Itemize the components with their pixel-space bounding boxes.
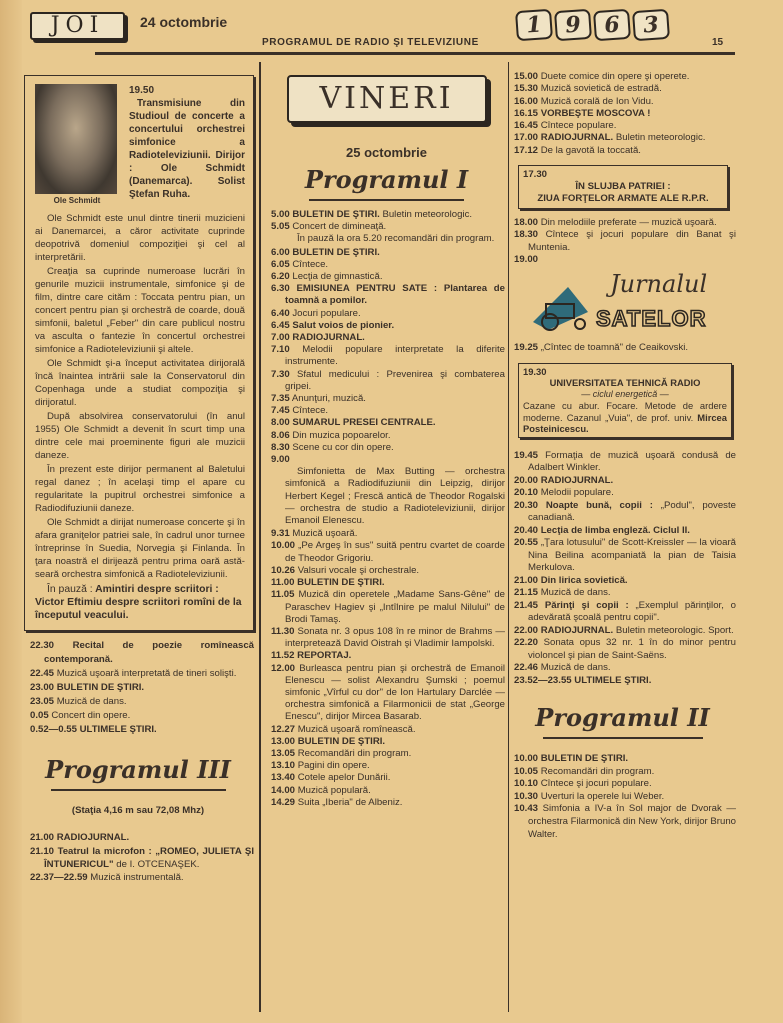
entry-time: 22.20 [514,637,539,649]
program2-heading: Programul II [535,703,710,733]
entry-text: Formaţia de muzică uşoară condusă de Adalbert Winkler. [528,449,737,474]
entry-text: Lecţia de gimnastică. [292,271,383,283]
entry-title: Lecţia de limba engleză. Ciclul II. [540,524,690,536]
entry-time: 10.30 [514,790,539,802]
header-date: 24 octombrie [140,14,228,30]
schedule-entry [514,537,736,575]
entry-time: 7.35 [271,393,290,405]
entry-time: 8.06 [271,429,290,441]
schedule-entry [271,565,505,577]
entry-text: Muzică corală de Ion Vidu. [540,95,654,107]
heading-rule [51,789,226,791]
feature-paragraph: Creaţia sa cuprinde numeroase lucrări în genurile muzicii instrumentale, simfonice şi de film, dintre care cităm : Toccata pentru pian, un concert pentru pian şi orchestră de coarde, două simfonii, baletul „Feber" din care publicul nostru va asculta o fantezie în concertul orchestrei simfonice a Radioteleviziunii şi altele. [35,266,245,355]
entry-time: 21.15 [514,587,539,599]
schedule-entry [271,748,505,760]
entry-title: EMISIUNEA PENTRU SATE : Plantarea de toamnă a pomilor. [285,283,505,307]
entry-text: Din muzica popoarelor. [292,429,391,441]
schedule-entry [514,766,736,779]
pause-text: Amintiri despre scriitori : Victor Eftimiu despre scriitori romîni de la începutul veacului. [35,584,242,621]
schedule-entry [30,845,254,872]
entry-time: 10.26 [271,564,296,576]
schedule-entry [271,589,505,626]
entry-time: 8.00 [271,417,290,429]
entry-time: 20.40 [514,524,539,536]
schedule-entry [271,247,505,259]
schedule-entry [514,145,736,157]
schedule-entry [271,430,505,442]
schedule-entry [514,637,736,662]
schedule-entry [30,667,254,681]
year-digit: 1 [515,9,553,41]
entry-text: „Podul", poveste canadiană. [528,499,736,524]
entry-text: Sonata nr. 3 opus 108 în re minor de Brahms — interpretează David Oistrah şi Vladimir Iampolski. [285,625,505,650]
schedule-entry [271,283,505,307]
schedule-entry [514,120,736,132]
schedule-entry [30,831,254,844]
entry-text: Uverturi la operele lui Weber. [540,790,665,802]
schedule-entry [514,254,736,266]
schedule-entry [271,626,505,650]
schedule-entry [271,209,505,221]
entry-title: RADIOJURNAL. [540,624,614,636]
entry-title: Recital de poezie romînească contemporană. [44,640,254,665]
schedule-entry [514,229,736,254]
entry-time: 13.10 [271,760,296,772]
entry-time: 5.05 [271,221,290,233]
entry-time: 10.00 [514,753,539,765]
middle-date: 25 octombrie [346,145,427,160]
schedule-entry [514,487,736,500]
entry-time: 7.00 [271,332,290,344]
entry-title: BULETIN DE ŞTIRI. [292,246,380,258]
entry-text: Simfonia a IV-a în Sol major de Dvorak — orchestra Filarmonică din New York, dirijor Bruno Walter. [528,803,736,840]
entry-text: Anunţuri, muzică. [291,393,366,405]
entry-text: Cîntece şi jocuri populare din Banat şi Muntenia. [528,229,736,253]
schedule-entry [271,369,505,393]
schedule-entry [271,724,505,736]
entry-time: 20.55 [514,537,539,549]
schedule-entry [514,803,736,841]
schedule-entry [271,540,505,564]
entry-time: 6.30 [271,283,290,295]
entry-text: Buletin meteorologic. [613,132,706,144]
entry-title: RADIOJURNAL. [292,332,365,344]
entry-title: RADIOJURNAL. [540,474,614,486]
entry-time: 21.00 [30,832,55,844]
schedule-entry [514,753,736,766]
schedule-entry [271,736,505,748]
entry-text: Muzică de dans. [56,696,127,707]
schedule-entry [271,442,505,454]
entry-text: Buletin meteorologic. [379,209,473,220]
logo-text: Jurnalul [610,270,708,299]
entry-time: 6.45 [271,319,290,331]
box-text: Cazane cu abur. Focare. Metode de ardere moderne. Cazanul „Vuia", de prof. univ. [523,400,727,423]
entry-time: 13.05 [271,747,296,759]
entry-time: 10.43 [514,803,539,815]
entry-time: 20.00 [514,474,539,486]
entry-text: Duete comice din opere şi operete. [540,71,690,82]
entry-time: 19.25 [514,342,539,354]
entry-text: Muzică uşoară romînească. [297,723,416,735]
schedule-entry [271,785,505,797]
entry-time: 7.45 [271,405,290,417]
box-line: ÎN SLUJBA PATRIEI : [575,181,671,193]
entry-time: 12.27 [271,723,296,735]
schedule-entry [514,675,736,688]
schedule-entry [30,639,254,667]
box-subtitle: — ciclul energetică — [581,388,669,399]
entry-time: 23.00 [30,682,55,693]
box-author: Mircea Posteinicescu. [523,411,727,435]
entry-text: Melodii populare. [540,487,614,499]
entry-time: 21.45 [514,599,539,611]
entry-time: 11.52 [271,650,295,662]
entry-time: 23.05 [30,696,55,707]
schedule-entry [271,797,505,809]
entry-text: Valsuri vocale şi orchestrale. [297,564,420,576]
box-time: 17.30 [523,169,548,181]
entry-time: 18.30 [514,229,539,241]
entry-text: Muzică de dans. [540,662,611,674]
entry-title: BULETIN DE ŞTIRI. [297,577,385,589]
entry-time: 11.05 [271,589,295,601]
entry-time: 6.00 [271,246,290,258]
entry-text: Cîntece populare. [540,120,617,132]
entry-title: REPORTAJ. [297,650,352,662]
program1-heading: Programul I [304,165,469,194]
schedule-entry [271,332,505,344]
paper-fold [0,0,22,1023]
entry-time: 6.40 [271,307,290,319]
schedule-entry [514,791,736,804]
pause-label: În pauză : [47,584,93,595]
entry-time: 22.37—22.59 [30,872,88,884]
middle-column [268,75,505,809]
entry-text: Muzică instrumentală. [90,872,184,884]
entry-title: BULETIN DE ŞTIRI. [540,753,629,765]
entry-time: 15.00 [514,71,539,82]
program3-heading: Programul III [45,755,231,784]
year-digit: 6 [593,9,631,41]
entry-time: 14.00 [271,784,296,796]
year-logo [516,10,669,40]
entry-text: de I. OTCENAŞEK. [113,859,200,870]
entry-text: Buletin meteorologic. Sport. [613,624,734,636]
entry-title: Salut voios de pionier. [292,319,395,331]
schedule-entry [271,760,505,772]
entry-time: 11.00 [271,577,295,589]
entry-note: Simfonietta de Max Butting — orchestra simfonică a Radiodifuziunii din Leipzig, dirijor Herbert Kegel ; Frescă antică de Theodor Rogalski — orchestra de studio a Radioteleviziunii, dirijor Emanoil Elenescu. [285,466,505,527]
entry-title: Părinţi şi copii : [544,599,629,611]
box-line: ZIUA FORŢELOR ARMATE ALE R.P.R. [537,193,709,205]
entry-text: „Exemplul părinţilor, o adevărată şcoală pentru copii". [528,599,736,624]
entry-time: 13.40 [271,772,296,784]
feature-paragraph: Ole Schmidt a dirijat numeroase concerte şi în afara graniţelor patriei sale, în cadrul unor turnee întreprinse în Suedia, Norvegia şi Finlanda. În ţara noastră el dirijează pentru prima oară astă-seară orchestra simfonică a Radioteleviziunii. [35,517,245,580]
schedule-entry [271,271,505,283]
schedule-entry [271,393,505,405]
entry-title: Din lirica sovietică. [540,574,628,586]
jurnalul-satelor-logo [528,272,728,336]
entry-text: Scene cu cor din opere. [292,441,394,453]
schedule-entry [271,663,505,724]
schedule-entry [514,450,736,475]
schedule-entry [30,723,254,737]
university-box [518,363,732,438]
feature-box [24,75,254,631]
entry-text: Cîntece şi jocuri populare. [540,778,652,790]
entry-text: Muzică populară. [297,784,371,796]
entry-text: „Ţara lotusului" de Scott-Kreissler — la vioară Nina Beilina acompaniată la pian de Taisia Merkulova. [528,537,736,574]
right-column [514,71,736,841]
day-badge: JOI [30,12,125,40]
entry-time: 6.20 [271,271,290,283]
schedule-entry [514,96,736,108]
logo-text: SATELOR [596,306,707,332]
entry-time: 7.30 [271,368,290,380]
schedule-entry [514,575,736,588]
program3-station: (Staţia 4,16 m sau 72,08 Mhz) [71,805,205,816]
entry-time: 12.00 [271,662,296,674]
schedule-entry [514,500,736,525]
entry-time: 9.00 [271,454,290,466]
box-title: UNIVERSITATEA TEHNICĂ RADIO [549,377,701,389]
entry-title: BULETIN DE ŞTIRI. [297,735,386,747]
column-divider [259,62,261,1012]
schedule-entry [514,525,736,538]
entry-time: 10.05 [514,765,539,777]
year-digit: 9 [554,9,592,41]
schedule-entry [271,259,505,271]
entry-text: Sonata opus 32 nr. 1 în do minor pentru violoncel şi pian de Saint-Saëns. [528,637,736,661]
schedule-entry [514,71,736,83]
feature-paragraph: După absolvirea conservatorului (în anul 1955) Ole Schmidt a devenit în scurt timp una dintre cele mai proeminente figuri ale muzicii daneze. [35,411,245,461]
schedule-entry [271,405,505,417]
entry-text: Concert din opere. [51,710,131,721]
entry-time: 0.52—0.55 [30,724,77,735]
schedule-entry [30,709,254,723]
entry-text: Cîntece. [292,405,329,417]
year-digit: 3 [632,9,670,41]
entry-text: Cotele apelor Dunării. [297,772,391,784]
entry-time: 19.00 [514,253,539,265]
page-number: 15 [712,37,724,48]
entry-title: ULTIMELE ŞTIRI. [574,674,652,686]
entry-text: Pagini din opere. [297,760,370,772]
schedule-entry [514,778,736,791]
entry-time: 20.10 [514,487,539,499]
entry-time: 17.12 [514,144,539,156]
schedule-entry [514,132,736,144]
pause-note [35,583,245,622]
entry-text: Din melodiile preferate — muzică uşoară. [540,217,717,229]
schedule-entry [514,342,736,354]
schedule-entry [514,600,736,625]
entry-text: Burleasca pentru pian şi orchestră de Emanoil Elenescu — solist Alexandru Şumski ; poemul simfonic „Vîrful cu dor" de Ion Hartulary Darclée — orchestra simfonică a Filarmonicii de stat „George Enescu", dirijor Mircea Basarab. [285,662,505,723]
schedule-entry [514,108,736,120]
entry-title: RADIOJURNAL. [56,832,130,844]
entry-text: Muzică uşoară. [292,528,358,540]
entry-time: 6.05 [271,258,290,270]
entry-time: 5.00 [271,209,290,220]
entry-time: 22.30 [30,640,55,651]
schedule-entry [271,308,505,320]
entry-time: 10.00 [271,540,296,552]
entry-title: SUMARUL PRESEI CENTRALE. [292,417,436,429]
schedule-entry [271,320,505,332]
schedule-entry [30,681,254,695]
entry-text: Sfatul medicului : Prevenirea şi combaterea gripei. [285,368,505,392]
feature-title: Transmisiune din Studioul de concerte a concertului orchestrei simfonice a Radioteleviziunii. Dirijor : Ole Schmidt (Danemarca). Solist Ştefan Ruha. [129,98,245,200]
schedule-entry [271,454,505,466]
entry-time: 21.10 [30,845,55,857]
schedule-entry [30,871,254,884]
header-title: PROGRAMUL DE RADIO ŞI TELEVIZIUNE [262,37,479,48]
entry-title: BULETIN DE ŞTIRI. [56,682,145,693]
schedule-entry [271,417,505,429]
entry-time: 11.30 [271,625,295,637]
schedule-entry [271,577,505,589]
armed-forces-box [518,165,728,209]
entry-time: 18.00 [514,217,539,229]
entry-text: „Pe Argeş în sus" suită pentru cvartet de coarde de Theodor Grigoriu. [285,540,505,564]
schedule-entry [271,528,505,540]
feature-paragraph: Ole Schmidt este unul dintre tinerii muzicieni ai Danemarcei, a căror activitate cuprinde deopotrivă domeniul compoziţiei şi cel al interpretării. [35,213,245,263]
schedule-entry [514,217,736,229]
entry-time: 14.29 [271,796,296,808]
entry-time: 19.45 [514,449,539,461]
entry-text: Cîntece. [292,258,329,270]
schedule-entry [271,344,505,368]
entry-text: Recomandări din program. [297,747,412,759]
entry-text: Melodii populare interpretate la diferite instrumente. [285,344,505,368]
entry-text: De la gavotă la toccată. [540,144,641,156]
schedule-entry [271,650,505,662]
schedule-entry [514,625,736,638]
entry-time: 16.15 [514,107,539,119]
entry-text: Muzică sovietică de estradă. [540,83,662,95]
column-divider [508,62,509,1012]
entry-time: 0.05 [30,710,49,721]
feature-paragraph: În prezent este dirijor permanent al Baletului regal danez ; în acelaşi timp el apare cu regularitate la pupitrul orchestrei simfonice a Radiodifuziunii daneze. [35,464,245,514]
schedule-entry [271,221,505,233]
entry-title: ULTIMELE ŞTIRI. [79,724,157,735]
entry-time: 20.30 [514,499,539,511]
box-time: 19.30 [523,365,547,377]
entry-time: 9.31 [271,528,290,540]
entry-text: Muzică de dans. [540,587,611,599]
entry-text: „Cîntec de toamnă" de Ceaikovski. [540,342,689,354]
entry-time: 21.00 [514,574,539,586]
entry-text: Recomandări din program. [540,765,655,777]
entry-time: 17.00 [514,132,539,144]
entry-time: 7.10 [271,344,290,356]
entry-text: Muzică din operetele „Madame Sans-Gêne" de Paraschev Hagiev şi „Intîlnire pe malul Nilului" de Brodi Tamaş. [285,589,505,625]
entry-time: 22.00 [514,624,539,636]
entry-title: BULETIN DE ŞTIRI. [292,209,380,220]
left-column [24,75,254,885]
tractor-icon [528,282,598,332]
entry-time: 15.30 [514,83,539,95]
entry-text: Jocuri populare. [292,307,361,319]
entry-title: VORBEŞTE MOSCOVA ! [540,107,651,119]
feature-paragraph: Ole Schmidt şi-a început activitatea dirijorală încă înaintea intrării sale la Conservatorul din Copenhaga unde a studiat compoziţia şi dirijoratul. [35,358,245,408]
header-rule [95,52,735,55]
entry-text: Suita „Iberia" de Albeniz. [297,796,403,808]
entry-text: Concert de dimineaţă. [292,221,387,233]
entry-time: 23.52—23.55 [514,674,572,686]
entry-title: Noapte bună, copii : [545,499,653,511]
photo-caption: Ole Schmidt [53,196,101,205]
entry-note: În pauză la ora 5.20 recomandări din program. [297,233,495,245]
entry-time: 10.10 [514,778,539,790]
schedule-entry [514,662,736,675]
entry-time: 16.00 [514,95,539,107]
schedule-entry [514,587,736,600]
schedule-entry [514,475,736,488]
schedule-entry [271,772,505,784]
entry-title: RADIOJURNAL. [540,132,614,144]
entry-title: Teatrul la microfon : „ROMEO, JULIETA ŞI ÎNTUNERICUL" [44,845,254,870]
entry-time: 22.46 [514,662,539,674]
entry-time: 8.30 [271,441,290,453]
day-logo: VINERI [287,75,487,123]
schedule-entry [30,695,254,709]
entry-time: 13.00 [271,735,296,747]
portrait-photo [35,84,117,194]
feature-time: 19.50 [129,85,155,96]
schedule-entry [514,83,736,95]
entry-time: 22.45 [30,668,55,679]
entry-time: 16.45 [514,120,539,132]
entry-text: Muzică uşoară interpretată de tineri solişti. [56,668,237,679]
